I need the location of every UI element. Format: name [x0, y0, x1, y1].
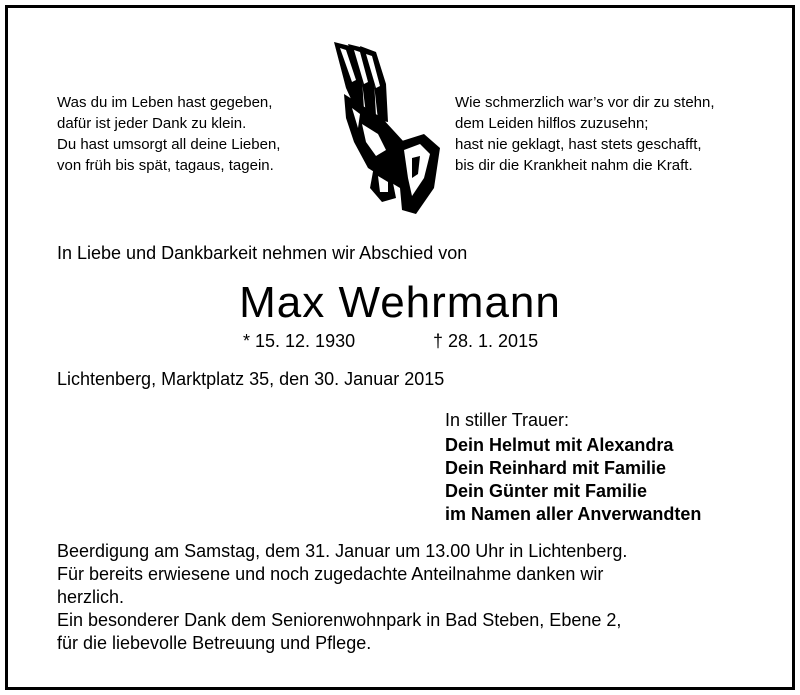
praying-hands-icon	[316, 38, 444, 214]
closing-line: für die liebevolle Betreuung und Pflege.	[57, 633, 372, 653]
mourner-line: im Namen aller Anverwandten	[445, 504, 702, 524]
poem-left-line: Du hast umsorgt all deine Lieben,	[57, 136, 281, 153]
poem-right	[455, 92, 715, 176]
birth-date: * 15. 12. 1930	[243, 331, 356, 351]
poem-left	[57, 92, 280, 176]
closing-text	[57, 540, 627, 655]
poem-left-line: Was du im Leben hast gegeben,	[57, 94, 273, 111]
poem-right-line: Wie schmerzlich war’s vor dir zu stehn,	[455, 94, 715, 111]
mourner-line: Dein Günter mit Familie	[445, 481, 648, 501]
closing-line: Beerdigung am Samstag, dem 31. Januar um 13.00 Uhr in Lichtenberg.	[57, 541, 628, 561]
mourners-heading: In stiller Trauer:	[445, 410, 570, 430]
poem-left-line: von früh bis spät, tagaus, tagein.	[57, 157, 274, 174]
closing-line: Für bereits erwiesene und noch zugedachte Anteilnahme danken wir	[57, 564, 604, 584]
closing-line: Ein besonderer Dank dem Seniorenwohnpark in Bad Steben, Ebene 2,	[57, 610, 622, 630]
mourner-line: Dein Reinhard mit Familie	[445, 458, 667, 478]
poem-right-line: hast nie geklagt, hast stets geschafft,	[455, 136, 702, 153]
death-date: † 28. 1. 2015	[433, 331, 539, 351]
poem-right-line: dem Leiden hilflos zuzusehn;	[455, 115, 649, 132]
poem-left-line: dafür ist jeder Dank zu klein.	[57, 115, 247, 132]
place-date: Lichtenberg, Marktplatz 35, den 30. Januar 2015	[57, 369, 445, 389]
mourner-line: Dein Helmut mit Alexandra	[445, 435, 674, 455]
poem-right-line: bis dir die Krankheit nahm die Kraft.	[455, 157, 693, 174]
mourners-list	[445, 434, 701, 526]
intro-text: In Liebe und Dankbarkeit nehmen wir Abschied von	[57, 243, 468, 263]
deceased-name: Max Wehrmann	[239, 278, 561, 327]
closing-line: herzlich.	[57, 587, 125, 607]
